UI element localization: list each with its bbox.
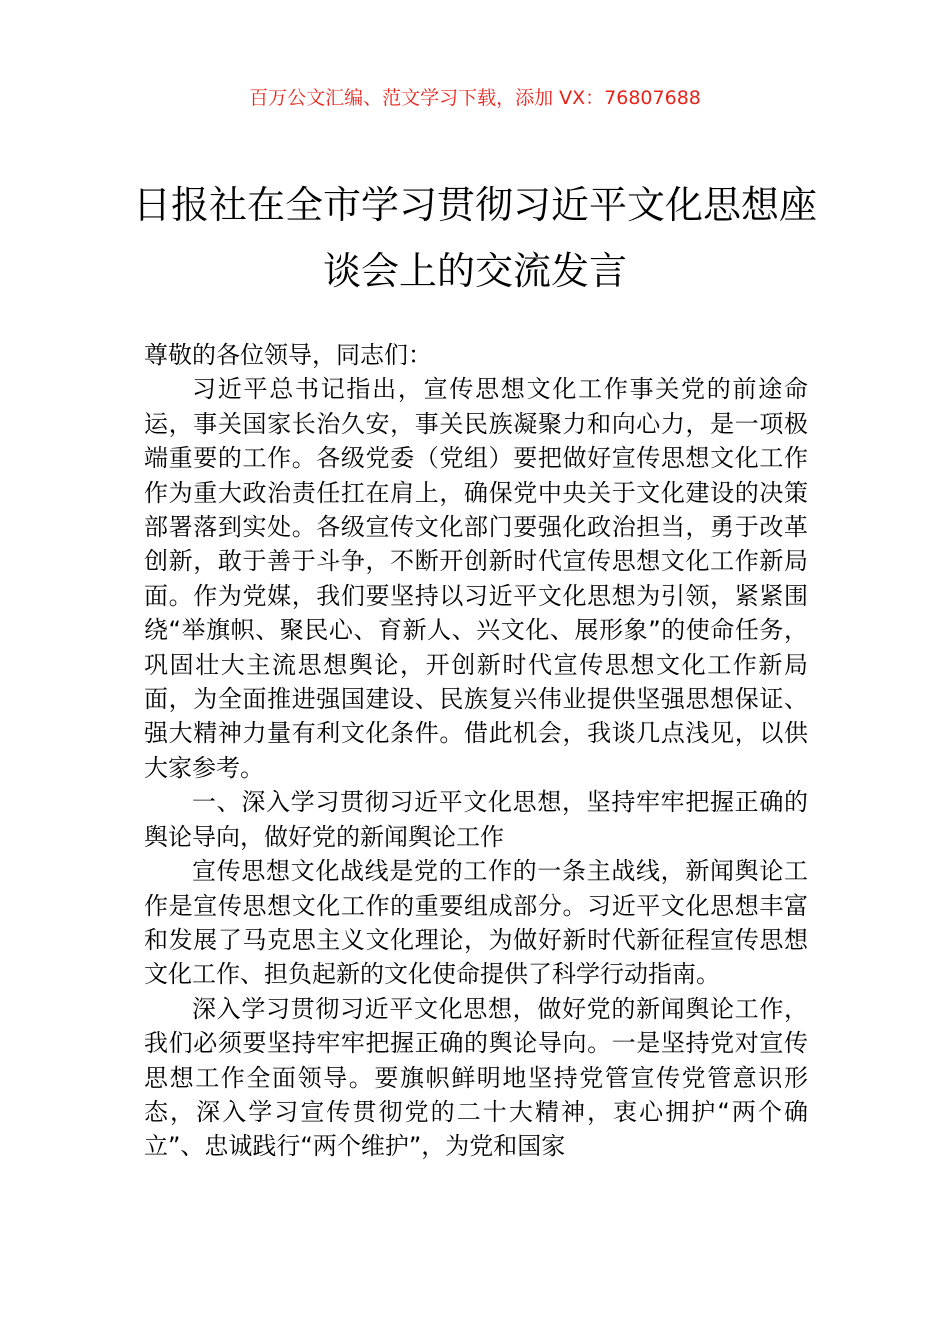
document-body bbox=[144, 338, 808, 1164]
document-title bbox=[120, 172, 830, 304]
salutation: 尊敬的各位领导，同志们： bbox=[144, 341, 432, 369]
paragraph-3: 深入学习贯彻习近平文化思想，做好党的新闻舆论工作，我们必须要坚持牢牢把握正确的舆论导向。一是坚持党对宣传思想工作全面领导。要旗帜鲜明地坚持党管宣传党管意识形态，深入学习宣传贯彻党的二十大精神，衷心拥护“两个确立”、忠诚践行“两个维护”，为党和国家 bbox=[144, 994, 808, 1161]
section-heading-1: 一、深入学习贯彻习近平文化思想，坚持牢牢把握正确的舆论导向，做好党的新闻舆论工作 bbox=[144, 788, 808, 851]
title-line-1: 日报社在全市学习贯彻习近平文化思想座 bbox=[132, 183, 817, 227]
title-line-2: 谈会上的交流发言 bbox=[322, 249, 627, 293]
header-note: 百万公文汇编、范文学习下载，添加 VX：76807688 bbox=[249, 87, 701, 109]
paragraph-2: 宣传思想文化战线是党的工作的一条主战线，新闻舆论工作是宣传思想文化工作的重要组成部分。习近平文化思想丰富和发展了马克思主义文化理论，为做好新时代新征程宣传思想文化工作、担负起新的文化使命提供了科学行动指南。 bbox=[144, 857, 808, 989]
paragraph-1: 习近平总书记指出，宣传思想文化工作事关党的前途命运，事关国家长治久安，事关民族凝聚力和向心力，是一项极端重要的工作。各级党委（党组）要把做好宣传思想文化工作作为重大政治责任扛在肩上，确保党中央关于文化建设的决策部署落到实处。各级宣传文化部门要强化政治担当，勇于改革创新，敢于善于斗争，不断开创新时代宣传思想文化工作新局面。作为党媒，我们要坚持以习近平文化思想为引领，紧紧围绕“举旗帜、聚民心、育新人、兴文化、展形象”的使命任务，巩固壮大主流思想舆论，开创新时代宣传思想文化工作新局面，为全面推进强国建设、民族复兴伟业提供坚强思想保证、强大精神力量有利文化条件。借此机会，我谈几点浅见，以供大家参考。 bbox=[144, 375, 808, 782]
